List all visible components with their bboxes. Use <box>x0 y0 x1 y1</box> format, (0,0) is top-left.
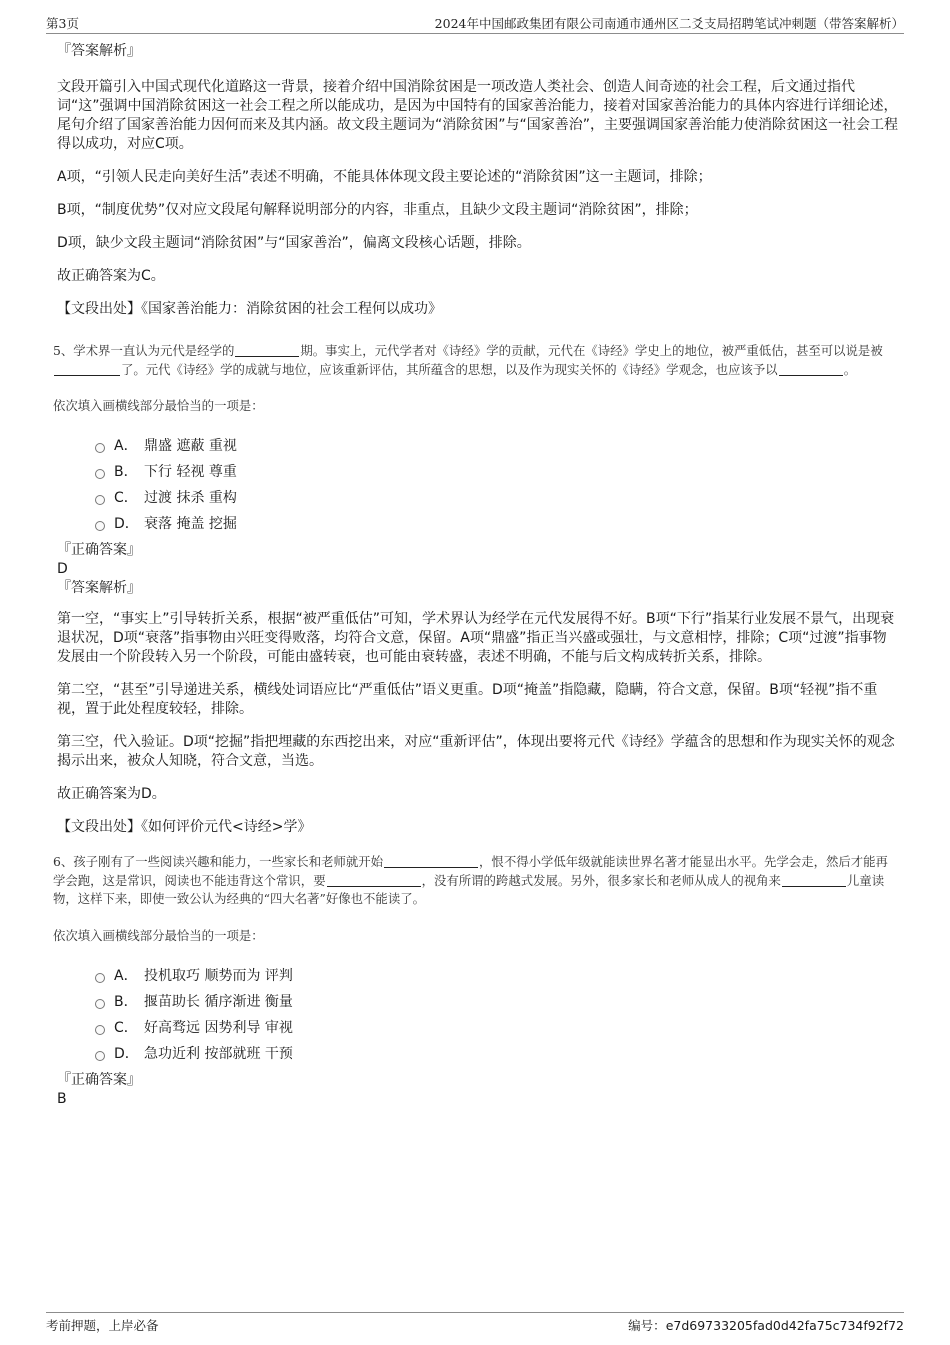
footer-slogan: 考前押题，上岸必备 <box>46 1318 159 1333</box>
q4-analysis-paragraph: 故正确答案为C。 <box>57 268 165 284</box>
radio-icon[interactable] <box>95 973 105 983</box>
q4-analysis-paragraph: 文段开篇引入中国式现代化道路这一背景，接着介绍中国消除贫困是一项改造人类社会、创造人间奇迹的社会工程，后文通过指代词“这”强调中国消除贫困这一社会工程之所以能成功，是因为中国特有的国家善治能力，接着对国家善治能力的具体内容进行详细论述，尾句介绍了国家善治能力因何而来及其内涵。故文段主题词为“消除贫困”与“国家善治”，主要强调国家善治能力使消除贫困这一社会工程得以成功，对应C项。 <box>57 79 899 152</box>
option-a[interactable]: A． 投机取巧 顺势而为 评判 <box>95 963 898 989</box>
option-d[interactable]: D． 衰落 掩盖 挖掘 <box>95 511 898 537</box>
option-d[interactable]: D． 急功近利 按部就班 干预 <box>95 1041 898 1067</box>
page-content <box>53 42 899 1109</box>
option-b[interactable]: B． 下行 轻视 尊重 <box>95 459 898 485</box>
q6-instruction: 依次填入画横线部分最恰当的一项是： <box>53 927 264 943</box>
q5-answer: D <box>57 561 68 578</box>
radio-icon[interactable] <box>95 469 105 479</box>
q5-options <box>57 433 898 537</box>
option-b[interactable]: B． 揠苗助长 循序渐进 衡量 <box>95 989 898 1015</box>
radio-icon[interactable] <box>95 999 105 1009</box>
q5-source: 【文段出处】《如何评价元代<诗经>学》 <box>57 819 312 836</box>
blank-line <box>327 873 421 887</box>
page-number: 第3页 <box>46 16 79 31</box>
q5-analysis-paragraph: 第一空，“事实上”引导转折关系，根据“被严重低估”可知，学术界认为经学在元代发展得不好。B项“下行”指某行业发展不景气，出现衰退状况，D项“衰落”指事物由兴旺变得败落，均符合文意，保留。A项“鼎盛”指正当兴盛或强壮，与文意相悖，排除；C项“过渡”指事物发展由一个阶段转入另一个阶段，可能由盛转衰，也可能由衰转盛，表述不明确，不能与后文构成转折关系，排除。 <box>57 611 895 666</box>
q5-stem: 5、学术界一直认为元代是经学的 期。事实上，元代学者对《诗经》学的贡献，元代在《诗经》学史上的地位，被严重低估，甚至可以说是被了。元代《诗经》学的成就与地位，应该重新评估，其所蕴含的思想，以及作为现实关怀的《诗经》学观念，也应该予以 。 <box>53 343 883 377</box>
document-code: 编号：e7d69733205fad0d42fa75c734f92f72 <box>628 1318 904 1333</box>
radio-icon[interactable] <box>95 443 105 453</box>
q5-analysis-paragraph: 第二空，“甚至”引导递进关系，横线处词语应比“严重低估”语义更重。D项“掩盖”指隐藏，隐瞒，符合文意，保留。B项“轻视”指不重视，置于此处程度较轻，排除。 <box>57 682 878 718</box>
radio-icon[interactable] <box>95 1051 105 1061</box>
page-header <box>46 14 904 34</box>
option-c[interactable]: C． 过渡 抹杀 重构 <box>95 485 898 511</box>
q5-answer-label: 『正确答案』 <box>57 542 141 559</box>
q6-stem: 6、孩子刚有了一些阅读兴趣和能力，一些家长和老师就开始 ，恨不得小学低年级就能读世界名著才能显出水平。先学会走，然后才能再学会跑，这是常识，阅读也不能违背这个常识，要 ，没有所谓的跨越式发展。另外，很多家长和老师从成人的视角来 儿童读物，这样下来，即使一致公认为经典的“四大名著”好像也不能读了。 <box>53 854 888 907</box>
blank-line <box>779 362 843 376</box>
radio-icon[interactable] <box>95 521 105 531</box>
blank-line <box>235 343 299 357</box>
q5-analysis-paragraph: 故正确答案为D。 <box>57 786 166 803</box>
radio-icon[interactable] <box>95 1025 105 1035</box>
q4-analysis-paragraph: A项，“引领人民走向美好生活”表述不明确，不能具体体现文段主要论述的“消除贫困”这一主题词，排除； <box>57 169 712 185</box>
document-title: 2024年中国邮政集团有限公司南通市通州区二爻支局招聘笔试冲刺题（带答案解析） <box>434 16 904 31</box>
q6-answer: B <box>57 1090 67 1107</box>
q6-options <box>57 963 898 1067</box>
option-a[interactable]: A． 鼎盛 遮蔽 重视 <box>95 433 898 459</box>
blank-line <box>782 873 846 887</box>
q5-analysis-label: 『答案解析』 <box>57 580 141 597</box>
q4-analysis-paragraph: D项，缺少文段主题词“消除贫困”与“国家善治”，偏离文段核心话题，排除。 <box>57 235 531 251</box>
blank-line <box>384 854 478 868</box>
q4-analysis-label: 『答案解析』 <box>57 43 141 59</box>
q6-answer-label: 『正确答案』 <box>57 1071 141 1088</box>
q5-analysis-paragraph: 第三空，代入验证。D项“挖掘”指把埋藏的东西挖出来，对应“重新评估”，体现出要将元代《诗经》学蕴含的思想和作为现实关怀的观念揭示出来，被众人知晓，符合文意，当选。 <box>57 734 895 770</box>
q4-source: 【文段出处】《国家善治能力：消除贫困的社会工程何以成功》 <box>57 301 442 317</box>
q5-instruction: 依次填入画横线部分最恰当的一项是： <box>53 398 264 414</box>
radio-icon[interactable] <box>95 495 105 505</box>
page-footer <box>46 1312 904 1335</box>
q4-analysis-paragraph: B项，“制度优势”仅对应文段尾句解释说明部分的内容，非重点，且缺少文段主题词“消除贫困”，排除； <box>57 202 698 218</box>
blank-line <box>54 362 120 376</box>
option-c[interactable]: C． 好高骛远 因势利导 审视 <box>95 1015 898 1041</box>
